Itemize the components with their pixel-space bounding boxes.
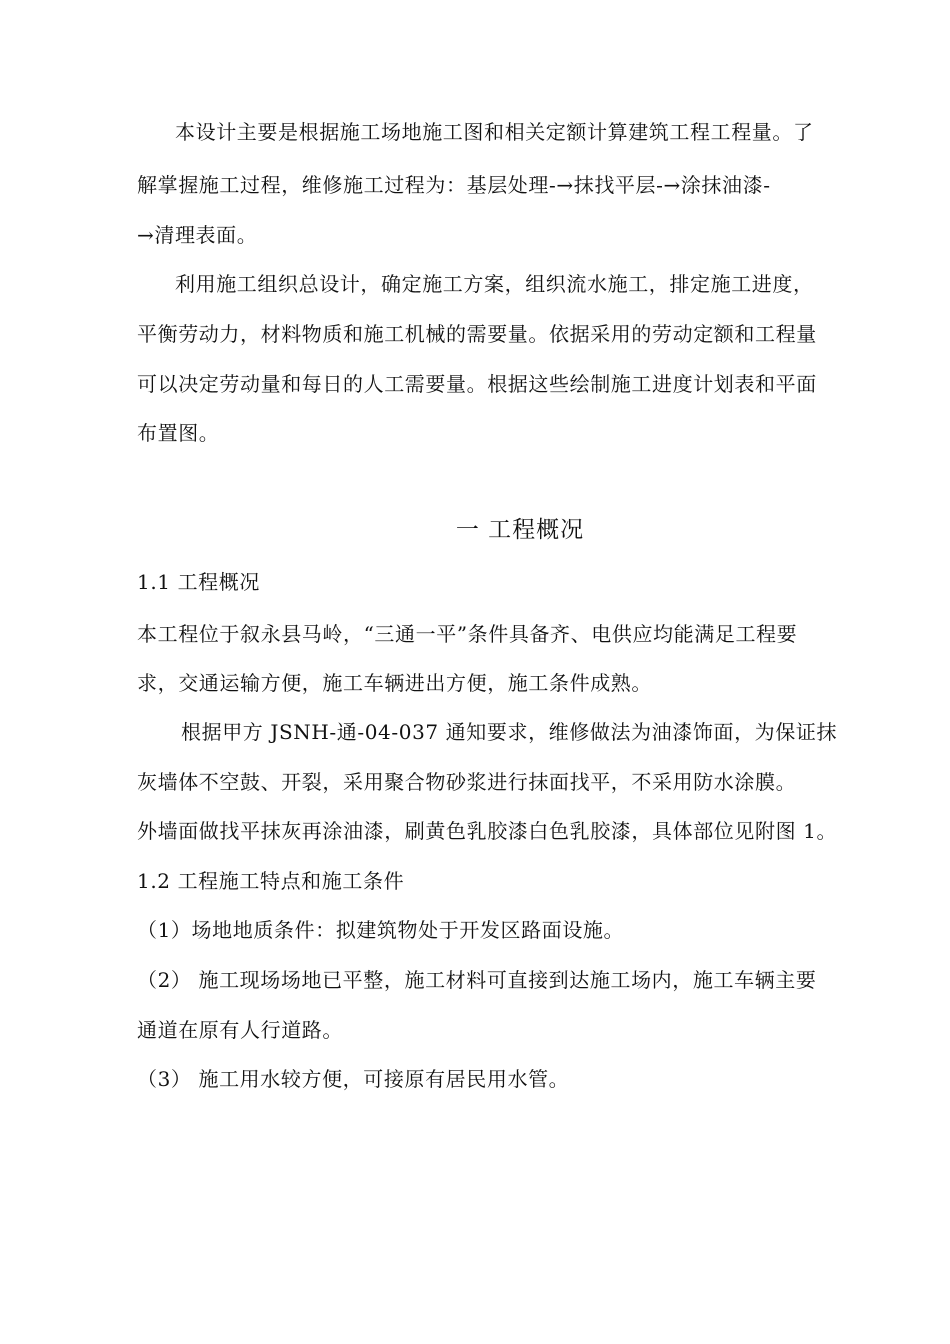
intro-line-1: 本设计主要是根据施工场地施工图和相关定额计算建筑工程工程量。了	[175, 120, 814, 144]
overview-line-2: 求，交通运输方便，施工车辆进出方便，施工条件成熟。	[137, 671, 652, 695]
subsection-title-1-1: 1.1 工程概况	[137, 570, 260, 594]
intro-line-5: 平衡劳动力，材料物质和施工机械的需要量。依据采用的劳动定额和工程量	[137, 322, 817, 346]
overview-line-3: 根据甲方 JSNH-通-04-037 通知要求，维修做法为油漆饰面，为保证抹	[181, 720, 838, 744]
intro-line-4: 利用施工组织总设计，确定施工方案，组织流水施工，排定施工进度，	[175, 272, 814, 296]
intro-line-2: 解掌握施工过程，维修施工过程为：基层处理-→抹找平层-→涂抹油漆-	[137, 173, 771, 197]
overview-line-4: 灰墙体不空鼓、开裂，采用聚合物砂浆进行抹面找平，不采用防水涂膜。	[137, 770, 797, 794]
intro-line-7: 布置图。	[137, 421, 220, 445]
condition-item-2: （2） 施工现场场地已平整，施工材料可直接到达施工场内，施工车辆主要	[137, 968, 817, 992]
section-title: 一 工程概况	[455, 517, 585, 543]
condition-item-3: （3） 施工用水较方便，可接原有居民用水管。	[137, 1067, 570, 1091]
overview-line-1: 本工程位于叙永县马岭，“三通一平”条件具备齐、电供应均能满足工程要	[137, 622, 798, 646]
condition-item-1: （1）场地地质条件：拟建筑物处于开发区路面设施。	[137, 918, 625, 942]
overview-line-5: 外墙面做找平抹灰再涂油漆，刷黄色乳胶漆白色乳胶漆，具体部位见附图 1。	[137, 819, 838, 843]
intro-line-6: 可以决定劳动量和每日的人工需要量。根据这些绘制施工进度计划表和平面	[137, 372, 817, 396]
intro-line-3: →清理表面。	[137, 223, 258, 247]
subsection-title-1-2: 1.2 工程施工特点和施工条件	[137, 869, 405, 893]
condition-item-2-cont: 通道在原有人行道路。	[137, 1018, 343, 1042]
